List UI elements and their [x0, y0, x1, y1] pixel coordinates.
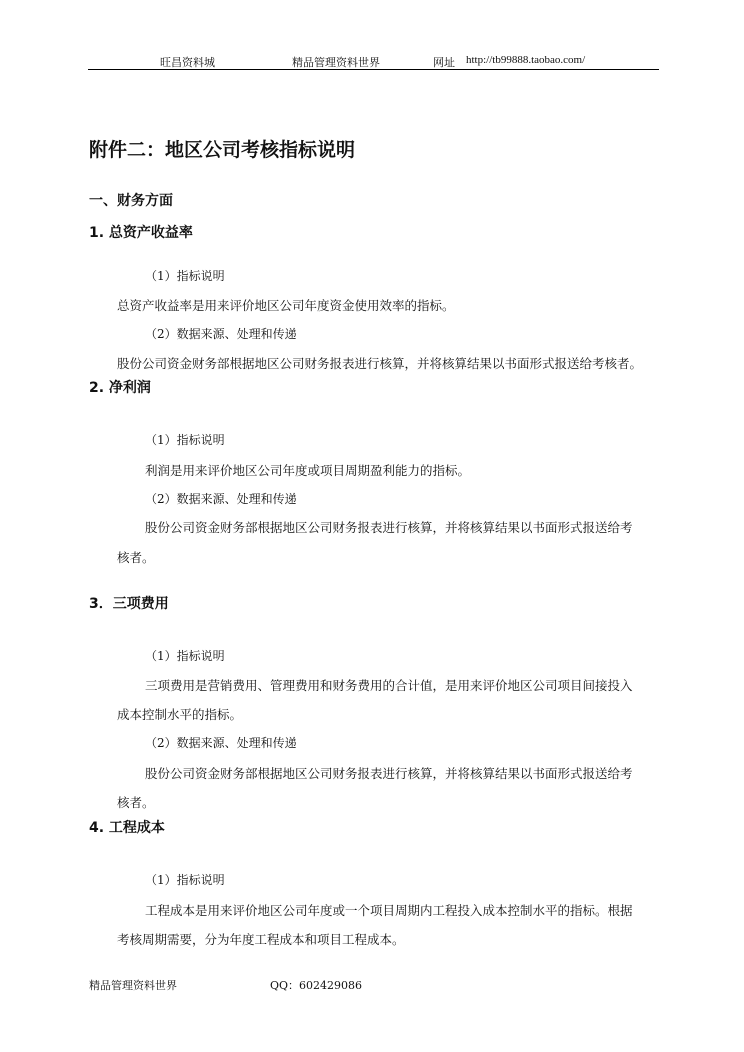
page-title: 附件二：地区公司考核指标说明 [89, 139, 356, 161]
item-source-line: 股份公司资金财务部根据地区公司财务报表进行核算，并将核算结果以书面形式报送给考核者。 [117, 356, 643, 371]
item-heading-net-profit: 2. 净利润 [89, 380, 151, 396]
item-sub-source: （2）数据来源、处理和传递 [145, 327, 297, 341]
item-sub-indicator: （1）指标说明 [145, 269, 225, 283]
item-source-line: 核者。 [117, 550, 155, 565]
item-source-line: 股份公司资金财务部根据地区公司财务报表进行核算，并将核算结果以书面形式报送给考 [145, 766, 633, 781]
item-desc-line: 成本控制水平的指标。 [117, 707, 243, 722]
item-desc-line: 三项费用是营销费用、管理费用和财务费用的合计值，是用来评价地区公司项目间接投入 [145, 678, 633, 693]
item-source-line: 核者。 [117, 795, 155, 810]
footer-qq: QQ：602429086 [270, 979, 363, 992]
header-url-link[interactable]: http://tb99888.taobao.com/ [466, 54, 586, 66]
item-sub-source: （2）数据来源、处理和传递 [145, 492, 297, 506]
item-heading-three-expenses: 3．三项费用 [89, 596, 169, 612]
item-sub-indicator: （1）指标说明 [145, 873, 225, 887]
section-heading-finance: 一、财务方面 [89, 193, 173, 209]
item-sub-indicator: （1）指标说明 [145, 649, 225, 663]
item-heading-engineering-cost: 4. 工程成本 [89, 820, 165, 836]
item-desc-line: 工程成本是用来评价地区公司年度或一个项目周期内工程投入成本控制水平的指标。根据 [145, 903, 633, 918]
header-url-label: 网址 [433, 56, 455, 69]
item-sub-indicator: （1）指标说明 [145, 433, 225, 447]
item-source-line: 股份公司资金财务部根据地区公司财务报表进行核算，并将核算结果以书面形式报送给考 [145, 520, 633, 535]
footer-world-name: 精品管理资料世界 [89, 979, 177, 992]
item-desc-line: 考核周期需要，分为年度工程成本和项目工程成本。 [117, 932, 405, 947]
item-desc-line: 利润是用来评价地区公司年度或项目周期盈利能力的指标。 [145, 463, 471, 478]
header-world-name: 精品管理资料世界 [292, 56, 380, 69]
item-sub-source: （2）数据来源、处理和传递 [145, 736, 297, 750]
item-heading-total-asset-return: 1. 总资产收益率 [89, 225, 193, 241]
item-desc-line: 总资产收益率是用来评价地区公司年度资金使用效率的指标。 [117, 298, 455, 313]
header-shop-name: 旺昌资料城 [160, 56, 215, 69]
header-rule [88, 69, 659, 70]
